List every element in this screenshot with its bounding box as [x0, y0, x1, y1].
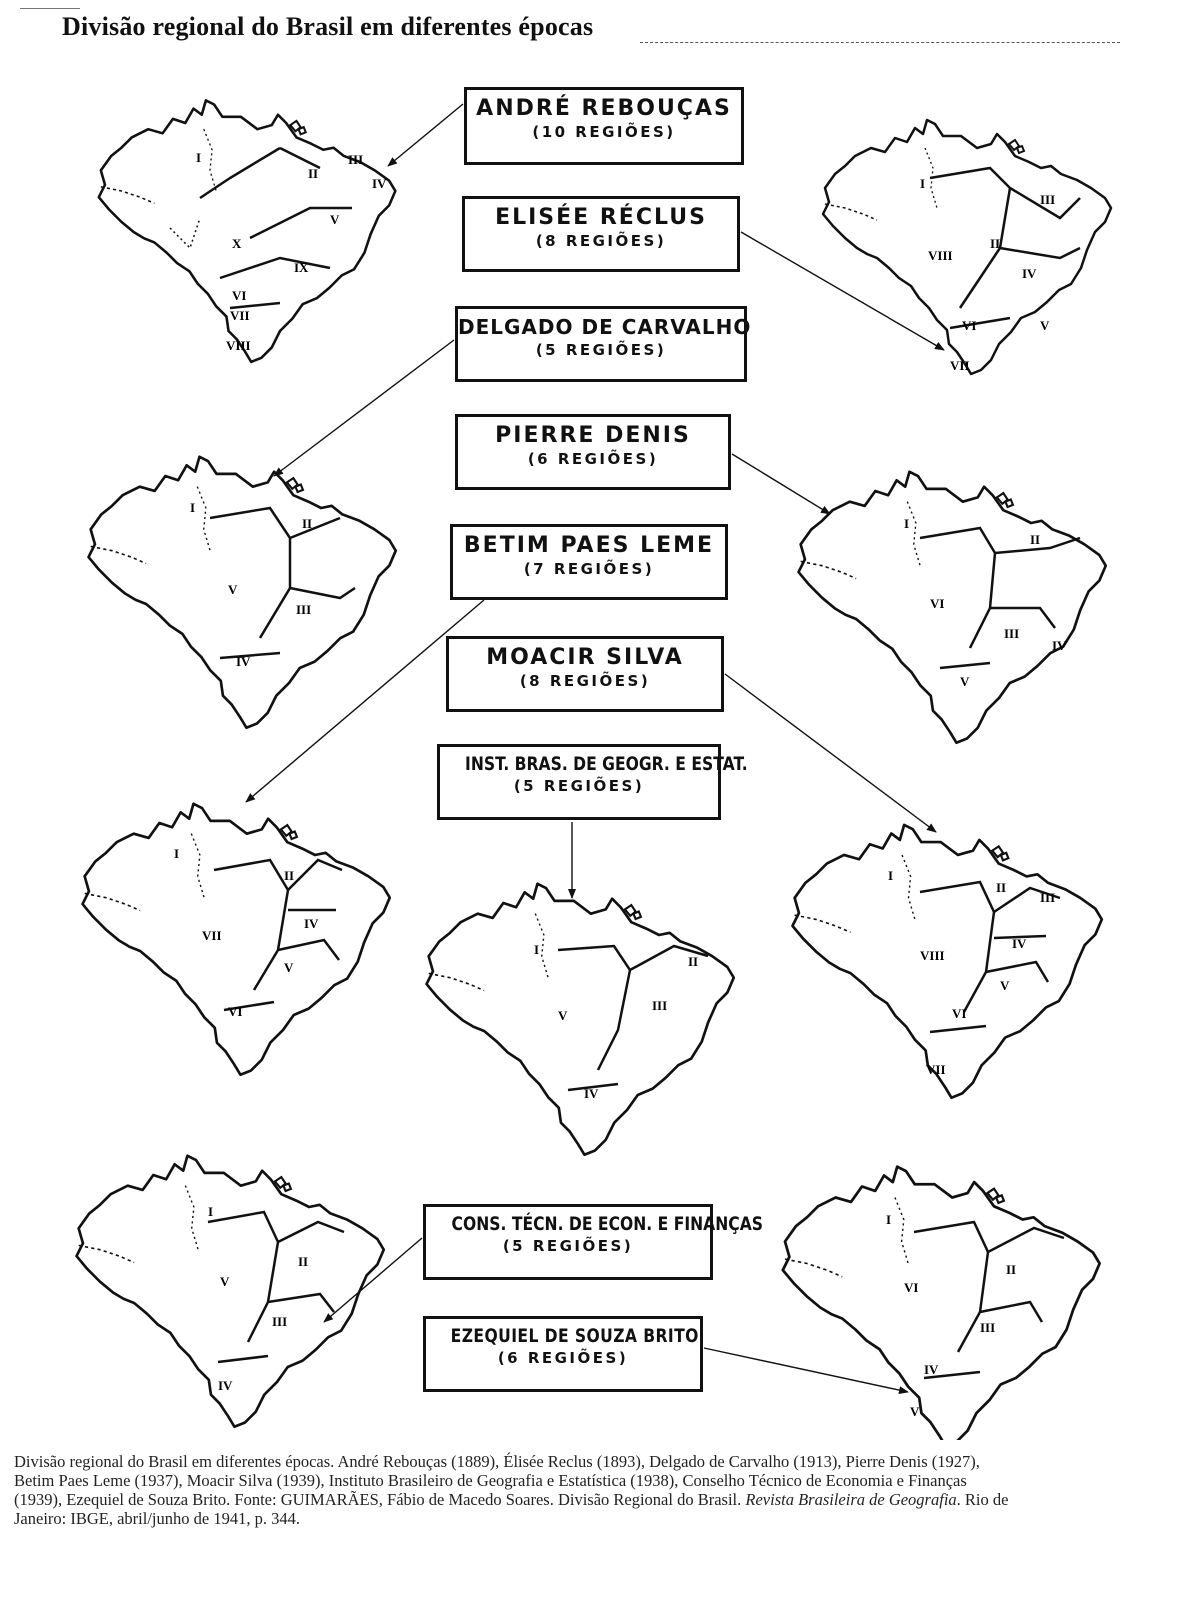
scheme-name: MOACIR SILVA	[486, 645, 684, 670]
map-cons-tecn	[77, 1156, 384, 1427]
svg-text:II: II	[302, 516, 313, 531]
caption-line: Janeiro: IBGE, abril/junho de 1941, p. 344.	[14, 1509, 300, 1528]
map-reclus	[823, 120, 1111, 374]
svg-text:III: III	[1004, 626, 1020, 641]
svg-text:II: II	[1006, 1262, 1017, 1277]
map-ibge	[427, 884, 734, 1155]
svg-text:II: II	[284, 868, 295, 883]
map-betim	[83, 804, 390, 1075]
svg-text:IV: IV	[236, 654, 251, 669]
svg-text:III: III	[1040, 192, 1056, 207]
svg-text:IV: IV	[584, 1086, 599, 1101]
svg-text:I: I	[920, 176, 926, 191]
svg-text:III: III	[1040, 890, 1056, 905]
scheme-regions: (8 REGIÕES)	[535, 232, 667, 250]
map-moacir	[792, 825, 1101, 1098]
svg-text:VI: VI	[952, 1006, 967, 1021]
page-title: Divisão regional do Brasil em diferentes épocas	[62, 12, 594, 41]
svg-text:X: X	[232, 236, 242, 251]
svg-text:II: II	[1030, 532, 1041, 547]
map-delgado	[89, 457, 396, 728]
caption-journal: Revista Brasileira de Geografia	[745, 1490, 957, 1509]
arrow-ezequiel	[704, 1348, 908, 1392]
svg-text:IV: IV	[218, 1378, 233, 1393]
svg-text:II: II	[990, 236, 1001, 251]
svg-text:VII: VII	[926, 1062, 946, 1077]
svg-text:V: V	[910, 1404, 920, 1419]
map-ezequiel	[783, 1167, 1100, 1440]
svg-text:VI: VI	[904, 1280, 919, 1295]
svg-text:VIII: VIII	[928, 248, 953, 263]
scheme-regions: (5 REGIÕES)	[502, 1237, 634, 1255]
svg-text:I: I	[196, 150, 202, 165]
svg-text:V: V	[284, 960, 294, 975]
svg-text:III: III	[980, 1320, 996, 1335]
scheme-regions: (8 REGIÕES)	[519, 672, 651, 690]
svg-text:V: V	[558, 1008, 568, 1023]
svg-text:I: I	[534, 942, 540, 957]
svg-text:VI: VI	[232, 288, 247, 303]
svg-text:V: V	[330, 212, 340, 227]
arrow-reboucas	[388, 104, 463, 166]
svg-text:VIII: VIII	[920, 948, 945, 963]
svg-text:V: V	[220, 1274, 230, 1289]
svg-text:IV: IV	[304, 916, 319, 931]
svg-text:IV: IV	[372, 176, 387, 191]
scheme-regions: (5 REGIÕES)	[535, 341, 667, 359]
arrow-denis	[732, 454, 830, 514]
svg-text:VIII: VIII	[226, 338, 251, 353]
scheme-regions: (6 REGIÕES)	[497, 1349, 629, 1367]
svg-text:V: V	[228, 582, 238, 597]
scheme-name: BETIM PAES LEME	[463, 533, 715, 558]
svg-text:I: I	[174, 846, 180, 861]
svg-text:IV: IV	[1052, 638, 1067, 653]
svg-text:III: III	[296, 602, 312, 617]
caption-line: Divisão regional do Brasil em diferentes épocas. André Rebouças (1889), Élisée Reclus (1893), Delgado de Carvalho (1913), Pierre Denis (1927),	[14, 1452, 980, 1471]
arrow-delgado	[274, 340, 454, 476]
scheme-name: PIERRE DENIS	[495, 423, 691, 448]
svg-text:V: V	[1040, 318, 1050, 333]
map-denis	[799, 472, 1106, 743]
scheme-regions: (7 REGIÕES)	[523, 560, 655, 578]
scheme-name: CONS. TÉCN. DE ECON. E FINANÇAS	[451, 1213, 763, 1235]
svg-text:II: II	[308, 166, 319, 181]
svg-text:I: I	[208, 1204, 214, 1219]
svg-text:III: III	[348, 152, 364, 167]
svg-text:II: II	[298, 1254, 309, 1269]
caption-text: (1939), Ezequiel de Souza Brito. Fonte: GUIMARÃES, Fábio de Macedo Soares. Divisão Regional do Brasil.	[14, 1490, 742, 1509]
scheme-regions: (10 REGIÕES)	[532, 123, 676, 141]
svg-text:I: I	[190, 500, 196, 515]
svg-text:IX: IX	[294, 260, 309, 275]
map-reboucas	[99, 100, 396, 362]
scheme-name: ELISÉE RÉCLUS	[495, 205, 707, 230]
svg-text:VII: VII	[950, 358, 970, 373]
caption-line: Betim Paes Leme (1937), Moacir Silva (1939), Instituto Brasileiro de Geografia e Estatística (1938), Conselho Técnico de Economia e Finanças	[14, 1471, 967, 1490]
svg-text:VI: VI	[228, 1004, 243, 1019]
scheme-regions: (5 REGIÕES)	[513, 777, 645, 795]
svg-text:II: II	[996, 880, 1007, 895]
scheme-name: INST. BRAS. DE GEOGR. E ESTAT.	[465, 753, 748, 775]
svg-text:IV: IV	[1012, 936, 1027, 951]
svg-text:VI: VI	[930, 596, 945, 611]
svg-text:II: II	[688, 954, 699, 969]
svg-text:IV: IV	[924, 1362, 939, 1377]
svg-text:VII: VII	[230, 308, 250, 323]
svg-text:III: III	[272, 1314, 288, 1329]
svg-text:III: III	[652, 998, 668, 1013]
scheme-name: ANDRÉ REBOUÇAS	[476, 96, 732, 121]
caption-line	[14, 1490, 1164, 1509]
svg-text:I: I	[886, 1212, 892, 1227]
svg-text:V: V	[1000, 978, 1010, 993]
svg-text:I: I	[904, 516, 910, 531]
svg-text:VII: VII	[202, 928, 222, 943]
figure-caption	[14, 1452, 1164, 1528]
scheme-name: EZEQUIEL DE SOUZA BRITO	[450, 1325, 699, 1347]
svg-text:I: I	[888, 868, 894, 883]
svg-text:IV: IV	[1022, 266, 1037, 281]
scheme-regions: (6 REGIÕES)	[527, 450, 659, 468]
arrow-moacir	[725, 674, 936, 832]
caption-text: . Rio de	[956, 1490, 1009, 1509]
svg-text:V: V	[960, 674, 970, 689]
svg-text:VI: VI	[962, 318, 977, 333]
scheme-name: DELGADO DE CARVALHO	[458, 315, 752, 339]
